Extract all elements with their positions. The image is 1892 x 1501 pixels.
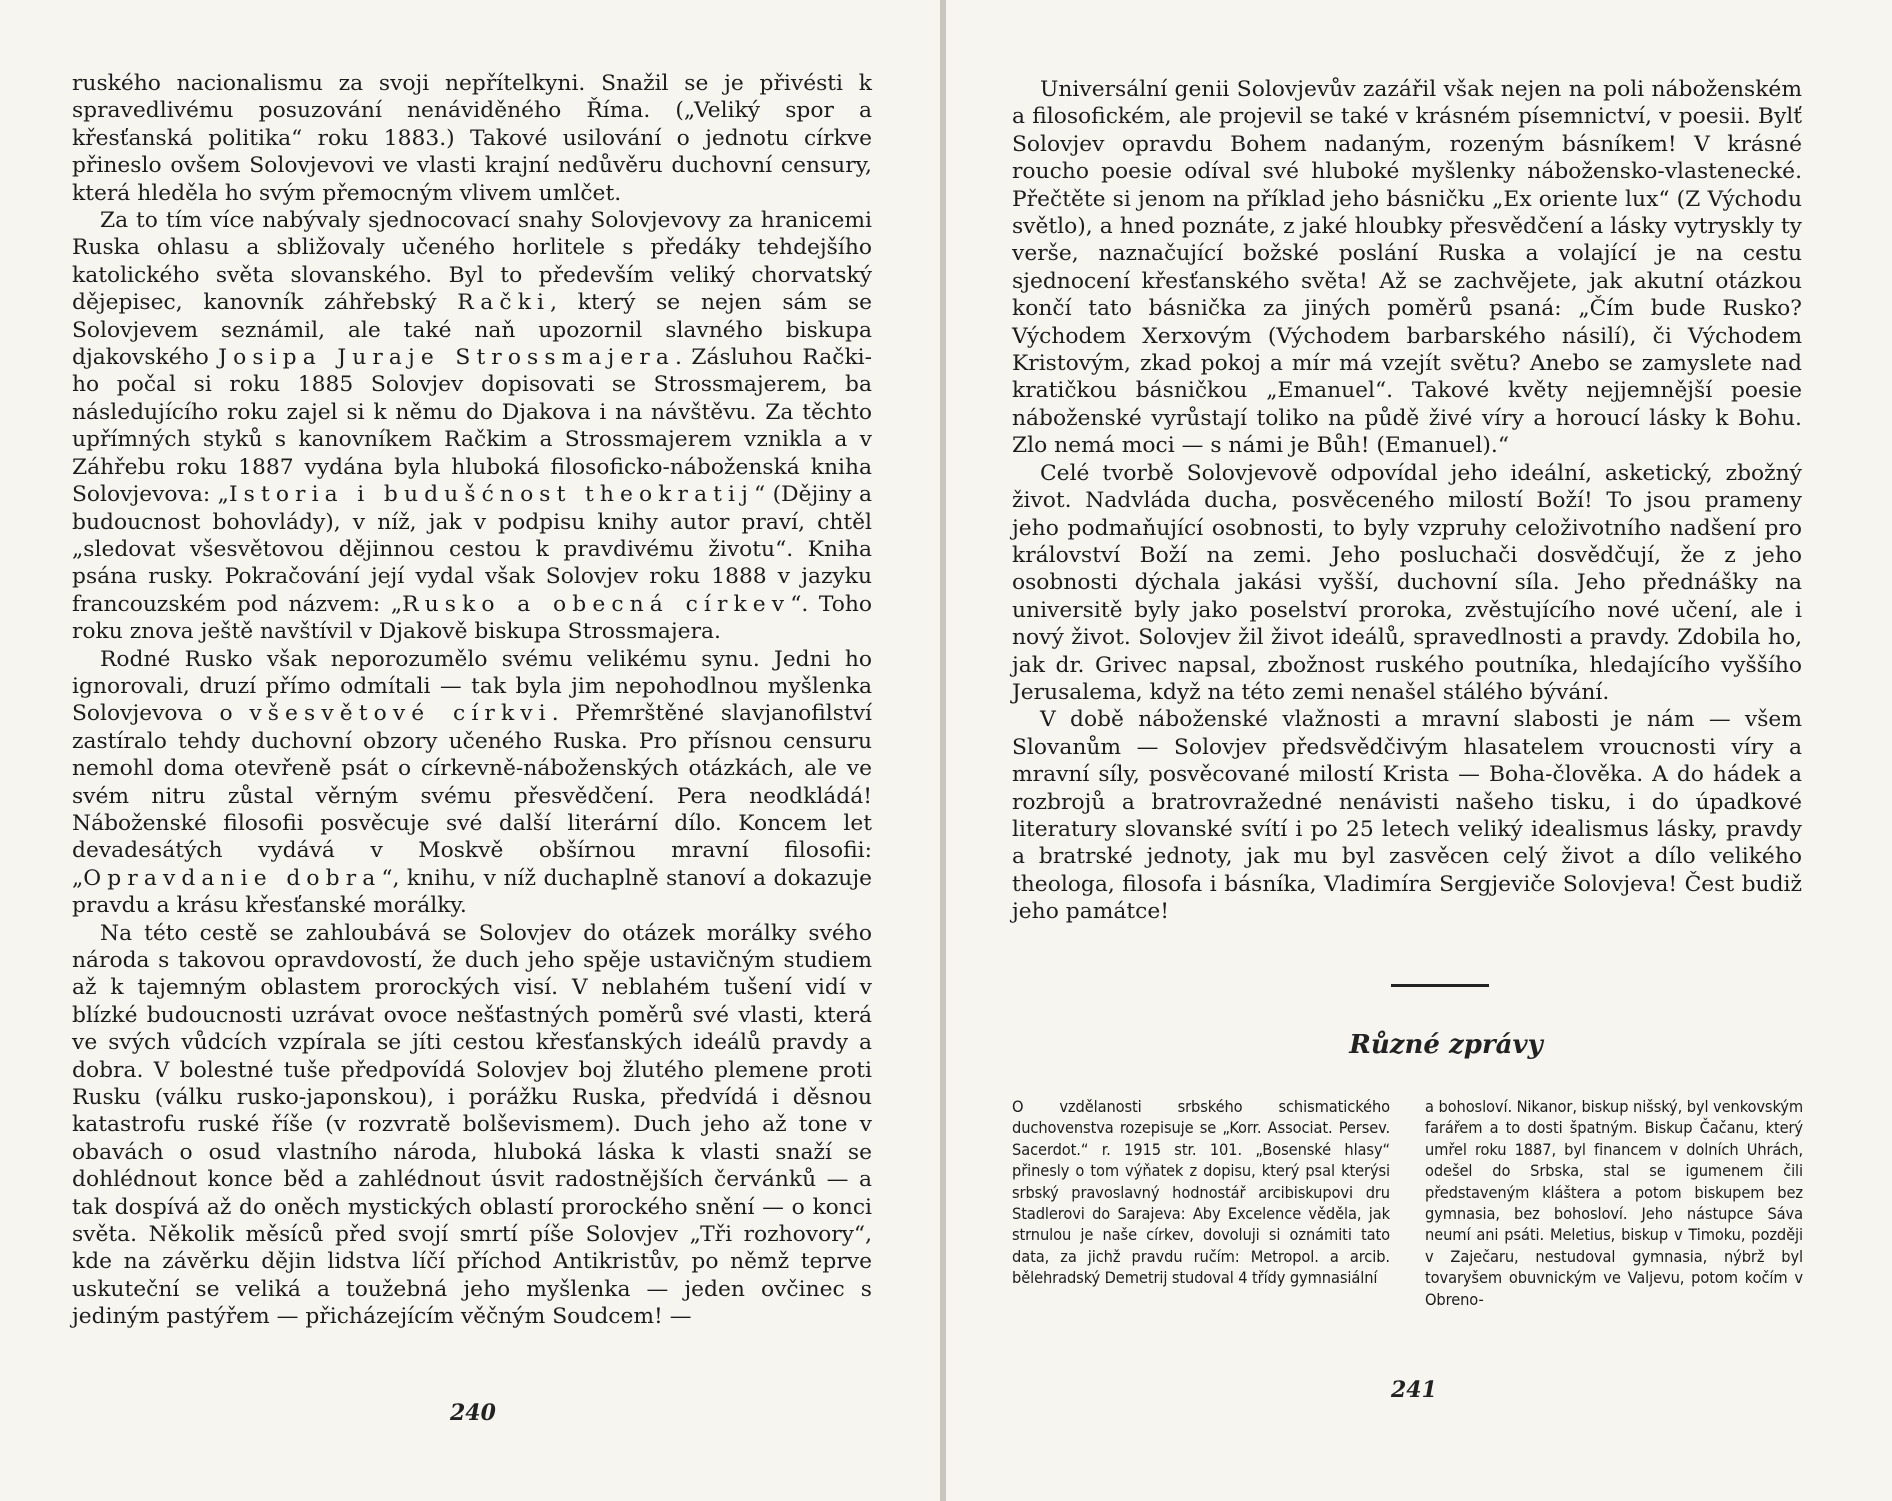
left-page-text — [72, 70, 872, 1331]
spaced-title: Josipa Juraje Strossmajera — [218, 345, 675, 371]
text-run: Celé tvorbě Solovjevově odpovídal jeho ideální, asketický, zbožný život. Nadvláda ducha, posvěceného milostí Boží! To jsou prameny jeho podmaňující osobnosti, to byly vzpruhy celoživotního nadšení pro království Boží na zemi. Jeho posluchači dosvědčují, že z jeho osobnosti dýchala jakási vyšší, duchovní síla. Jeho přednášky na universitě byly jako poselství proroka, zvěstujícího nové učení, ale i nový život. Solovjev žil život ideálů, spravedlnosti a pravdy. Zdobila ho, jak dr. Grivec napsal, zbožnost ruského poutníka, hledajícího vyššího Jerusalema, když na této zemi nenašel stálého bývání. — [1012, 460, 1802, 705]
spaced-title: Rački — [457, 290, 551, 316]
spaced-title: všesvětové církvi — [249, 701, 552, 727]
page-number-left: 240 — [450, 1400, 496, 1426]
paragraph — [1012, 76, 1802, 460]
text-run: “. Toho roku znova ještě navštívil v Djakově biskupa Strossmajera. — [72, 591, 873, 645]
left-page — [0, 0, 940, 1501]
text-run: . Přemrštěné slavjanofilství zastíralo tehdy duchovní obzory učeného Ruska. Pro přísnou censuru nemohl doma otevřeně psát o církevně-náboženských otázkách, ale ve svém nitru zůstal věrným svému přesvědčení. Pera neodkládá! Náboženské filosofii posvěcuje své další literární dílo. Koncem let devadesátých vydává v Moskvě obšírnou mravní filosofii: „ — [72, 701, 872, 891]
page-number-right: 241 — [1391, 1377, 1437, 1403]
text-run: Universální genii Solovjevův zazářil však nejen na poli náboženském a filosofickém, ale projevil se také v krásném písemnictví, v poesii. Bylť Solovjev opravdu Bohem nadaným, rozeným básníkem! V krásné roucho poesie odíval své hluboké myšlenky nábožensko-vlastenecké. Přečtěte si jenom na příklad jeho básničku „Ex oriente lux“ (Z Východu světlo), a hned poznáte, z jaké hloubky přesvědčení a lásky vytryskly ty verše, naznačující božské poslání Ruska a volající je na cestu sjednocení křesťanského světa! Až se zachvějete, jak akutní otázkou končí tato básnička za jiných poměrů psaná: „Čím bude Rusko? Východem Xerxovým (Východem barbarského násilí), či Východem Kristovým, zkad pokoj a mír má vzejít světu? Anebo se zamyslete nad kratičkou básničkou „Emanuel“. Takové květy nejjemnější poesie náboženské vyrůstají toliko na půdě živé víry a horoucí lásky k Bohu. Zlo nemá moci — s námi je Bůh! (Emanuel).“ — [1012, 77, 1802, 459]
paragraph — [72, 70, 872, 207]
text-run: “, knihu, v níž duchaplně stanoví a dokazuje pravdu a krásu křesťanské morálky. — [72, 865, 872, 919]
text-run: Na této cestě se zahloubává se Solovjev do otázek morálky svého národa s takovou opravdovostí, že duch jeho spěje ustavičným studiem až k tajemným oblastem prorockých visí. V neblahém tušení vidí v blízké budoucnosti uzrávat ovoce nešťastných poměrů své vlasti, která ve svých vůdcích vzpírala se jíti cestou křesťanských ideálů pravdy a dobra. V bolestné tuše předpovídá Solovjev boj žlutého plemene proti Rusku (válku rusko-japonskou), i porážku Ruska, předvídá i děsnou katastrofu ruské říše (v rozvratě bolševismem). Duch jeho až tone v obavách o osud vlastního národa, hluboká láska k vlasti snaží se dohlédnout konce běd a zahlédnout úsvit radostnějších červánků — a tak dospívá až do oněch mystických oblastí prorockého snění — o konci světa. Několik měsíců před svojí smrtí píše Solovjev „Tři rozhovory“, kde na závěrku dějin lidstva líčí příchod Antikristův, po němž teprve uskuteční se veliká a toužebná jeho myšlenka — jeden ovčinec s jediným pastýřem — přicházejícím věčným Soudcem! — — [72, 920, 872, 1330]
news-column-1: O vzdělanosti srbského schismatického duchovenstva rozepisuje se „Korr. Associat. Persev. Sacerdot.“ r. 1915 str. 101. „Bosenské hlasy“ přinesly o tom výňatek z dopisu, který psal kterýsi srbský pravoslavný hodnostář arcibiskupovi dru Stadlerovi do Sarajeva: Aby Excelence věděla, jak strnulou je naše církev, dovoluji si oznámiti tato data, za jichž pravdu ručím: Metropol. a arcib. bělehradský Demetrij studoval 4 třídy gymnasiální — [1012, 1097, 1390, 1288]
section-heading: Různé zprávy — [1349, 1030, 1543, 1060]
text-run: “ (Dějiny a budoucnost bohovlády), v níž, jak v podpisu knihy autor praví, chtěl „sledovat všesvětovou dějinnou cestou k pravdivému životu“. Kniha psána rusky. Pokračování její vydal však Solovjev roku 1888 v jazyku francouzském pod názvem: „ — [72, 482, 872, 617]
spaced-title: Opravdanie dobra — [83, 865, 382, 891]
paragraph — [1012, 706, 1802, 925]
paragraph — [72, 920, 872, 1331]
paragraph — [72, 646, 872, 920]
text-run: Rodné Rusko však neporozumělo svému velikému synu. Jedni ho ignorovali, druzí přímo odmítali — tak byla jim nepohodlnou myšlenka Solovjevova o — [72, 646, 872, 727]
text-run: . Zásluhou Rački-ho počal si roku 1885 Solovjev dopisovati se Strossmajerem, ba následujícího roku zajel si k němu do Djakova i na návštěvu. Za těchto upřímných styků s kanovníkem Račkim a Strossmajerem vznikla a v Záhřebu roku 1887 vydána byla hluboká filosoficko-náboženská kniha Solovjevova: „ — [72, 345, 873, 508]
text-run: , který se nejen sám se Solovjevem seznámil, ale také naň upozornil slavného biskupa djakovského — [72, 290, 872, 371]
text-run: V době náboženské vlažnosti a mravní slabosti je nám — všem Slovanům — Solovjev předsvědčivým hlasatelem vroucnosti víry a mravní síly, posvěcované milostí Krista — Boha-člověka. A do hádek a rozbrojů a bratrovražedné nenávisti našeho tisku, i do úpadkové literatury slovanské svítí i po 25 letech veliký idealismus lásky, pravdy a bratrské jednoty, jak mu byl zasvěcen celý život a dílo velikého theologa, filosofa i básníka, Vladimíra Sergjeviče Solovjeva! Čest budiž jeho památce! — [1012, 707, 1802, 925]
section-divider — [1391, 984, 1489, 987]
text-run: Za to tím více nabývaly sjednocovací snahy Solovjevovy za hranicemi Ruska ohlasu a sbližovaly učeného horlitele s předáky tehdejšího katolického světa slovanského. Byl to především veliký chorvatský dějepisec, kanovník záhřebský — [72, 208, 872, 316]
paragraph — [1012, 460, 1802, 707]
spaced-title: Rusko a obecná církev — [402, 591, 791, 617]
paragraph — [72, 207, 872, 646]
text-run: ruského nacionalismu za svoji nepřítelkyni. Snažil se je přivésti k spravedlivému posuzování nenáviděného Říma. („Veliký spor a křesťanská politika“ roku 1883.) Takové usilování o jednotu církve přineslo ovšem Solovjevovi ve vlasti krajní nedůvěru duchovní censury, která hleděla ho svým přemocným vlivem umlčet. — [72, 71, 872, 206]
news-column-2: a bohosloví. Nikanor, biskup nišský, byl venkovským farářem a to dosti špatným. Biskup Čačanu, který umřel roku 1887, byl financem v dolních Uhrách, odešel do Srbska, stal se igumenem čili představeným kláštera a potom biskupem bez gymnasia, bez bohosloví. Jeho nástupce Sáva neumí ani psáti. Meletius, biskup v Timoku, později v Zaječaru, nestudoval gymnasia, nýbrž byl tovaryšem obuvnickým ve Valjevu, potom kočím v Obreno- — [1425, 1097, 1803, 1309]
spaced-title: Istoria i budušćnost theokratij — [228, 482, 754, 508]
right-page — [946, 0, 1892, 1501]
right-page-text — [1012, 76, 1802, 926]
